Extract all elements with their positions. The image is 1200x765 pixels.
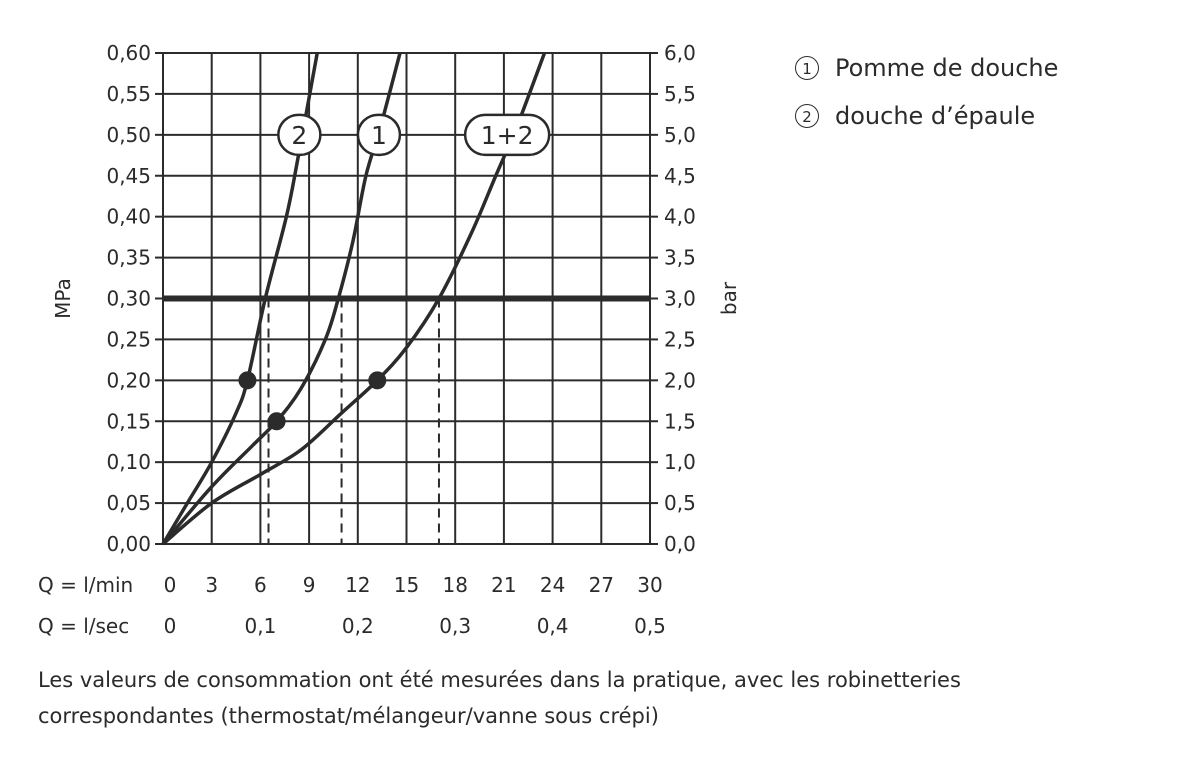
x2-tick-label-2: 0,2 <box>341 614 374 638</box>
y-tick-label-2: 0,10 <box>106 450 151 475</box>
y2-tick-label-5: 2,5 <box>664 327 696 352</box>
y2-tick-label-0: 0,0 <box>664 532 696 556</box>
y2-tick-label-10: 5,0 <box>664 122 696 147</box>
y2-tick-label-9: 4,5 <box>664 163 696 188</box>
x-tick-label-9: 27 <box>588 573 615 597</box>
series-label-1+2: 1+2 <box>480 120 534 150</box>
x-tick-label-8: 24 <box>539 573 566 597</box>
x-tick-label-0: 0 <box>163 573 177 597</box>
y-tick-label-7: 0,35 <box>106 245 151 270</box>
footnote-line-1: Les valeurs de consommation ont été mesurées dans la pratique, avec les robinetteries <box>38 668 961 692</box>
y2-axis-title: bar <box>717 281 741 316</box>
y2-tick-label-1: 0,5 <box>664 491 696 516</box>
y-tick-label-4: 0,20 <box>106 368 151 393</box>
legend-label-1: Pomme de douche <box>835 54 1059 82</box>
y2-tick-label-3: 1,5 <box>664 409 696 434</box>
x-tick-label-3: 9 <box>302 573 316 597</box>
x-tick-label-6: 18 <box>442 573 468 597</box>
y2-tick-label-12: 6,0 <box>664 41 696 65</box>
y-tick-label-9: 0,45 <box>106 163 151 188</box>
y-tick-label-8: 0,40 <box>106 204 151 229</box>
x2-tick-label-5: 0,5 <box>634 614 666 638</box>
y-tick-label-3: 0,15 <box>106 409 151 434</box>
x-axis-title-lsec: Q = l/sec <box>38 614 130 638</box>
y-tick-label-1: 0,05 <box>106 491 151 516</box>
legend-marker-2: 2 <box>795 104 819 128</box>
y2-tick-label-11: 5,5 <box>664 81 696 106</box>
y2-tick-label-4: 2,0 <box>664 368 696 393</box>
x2-tick-label-3: 0,3 <box>439 614 472 638</box>
x-tick-label-7: 21 <box>491 573 517 597</box>
legend-item-2 <box>795 102 1035 130</box>
x-tick-label-5: 15 <box>393 573 420 597</box>
data-marker-2 <box>368 371 386 389</box>
x2-tick-label-0: 0 <box>163 614 177 638</box>
y-tick-label-0: 0,00 <box>106 532 151 556</box>
y-tick-label-11: 0,55 <box>106 81 151 106</box>
x-tick-label-4: 12 <box>345 573 371 597</box>
y2-tick-label-2: 1,0 <box>664 450 696 475</box>
x-tick-label-2: 6 <box>254 573 267 597</box>
legend-label-2: douche d’épaule <box>835 102 1036 130</box>
y-tick-label-10: 0,50 <box>106 122 151 147</box>
series-label-2: 2 <box>291 120 308 150</box>
legend-item-1 <box>795 54 1058 82</box>
data-marker-1 <box>268 412 286 430</box>
x2-tick-label-1: 0,1 <box>244 614 277 638</box>
series-label-1: 1 <box>370 120 387 150</box>
y-tick-label-5: 0,25 <box>106 327 151 352</box>
x-tick-label-10: 30 <box>637 573 663 597</box>
x2-tick-label-4: 0,4 <box>536 614 569 638</box>
x-tick-label-1: 3 <box>205 573 219 597</box>
x-axis-title-lmin: Q = l/min <box>38 573 134 597</box>
y2-tick-label-6: 3,0 <box>664 286 696 311</box>
footnote-line-2: correspondantes (thermostat/mélangeur/vanne sous crépi) <box>38 704 659 728</box>
y-tick-label-6: 0,30 <box>106 286 151 311</box>
y-axis-title: MPa <box>51 278 75 319</box>
y2-tick-label-8: 4,0 <box>664 204 696 229</box>
data-marker-0 <box>238 371 256 389</box>
y2-tick-label-7: 3,5 <box>664 245 696 270</box>
y-tick-label-12: 0,60 <box>106 41 151 65</box>
legend-marker-1: 1 <box>795 56 819 80</box>
